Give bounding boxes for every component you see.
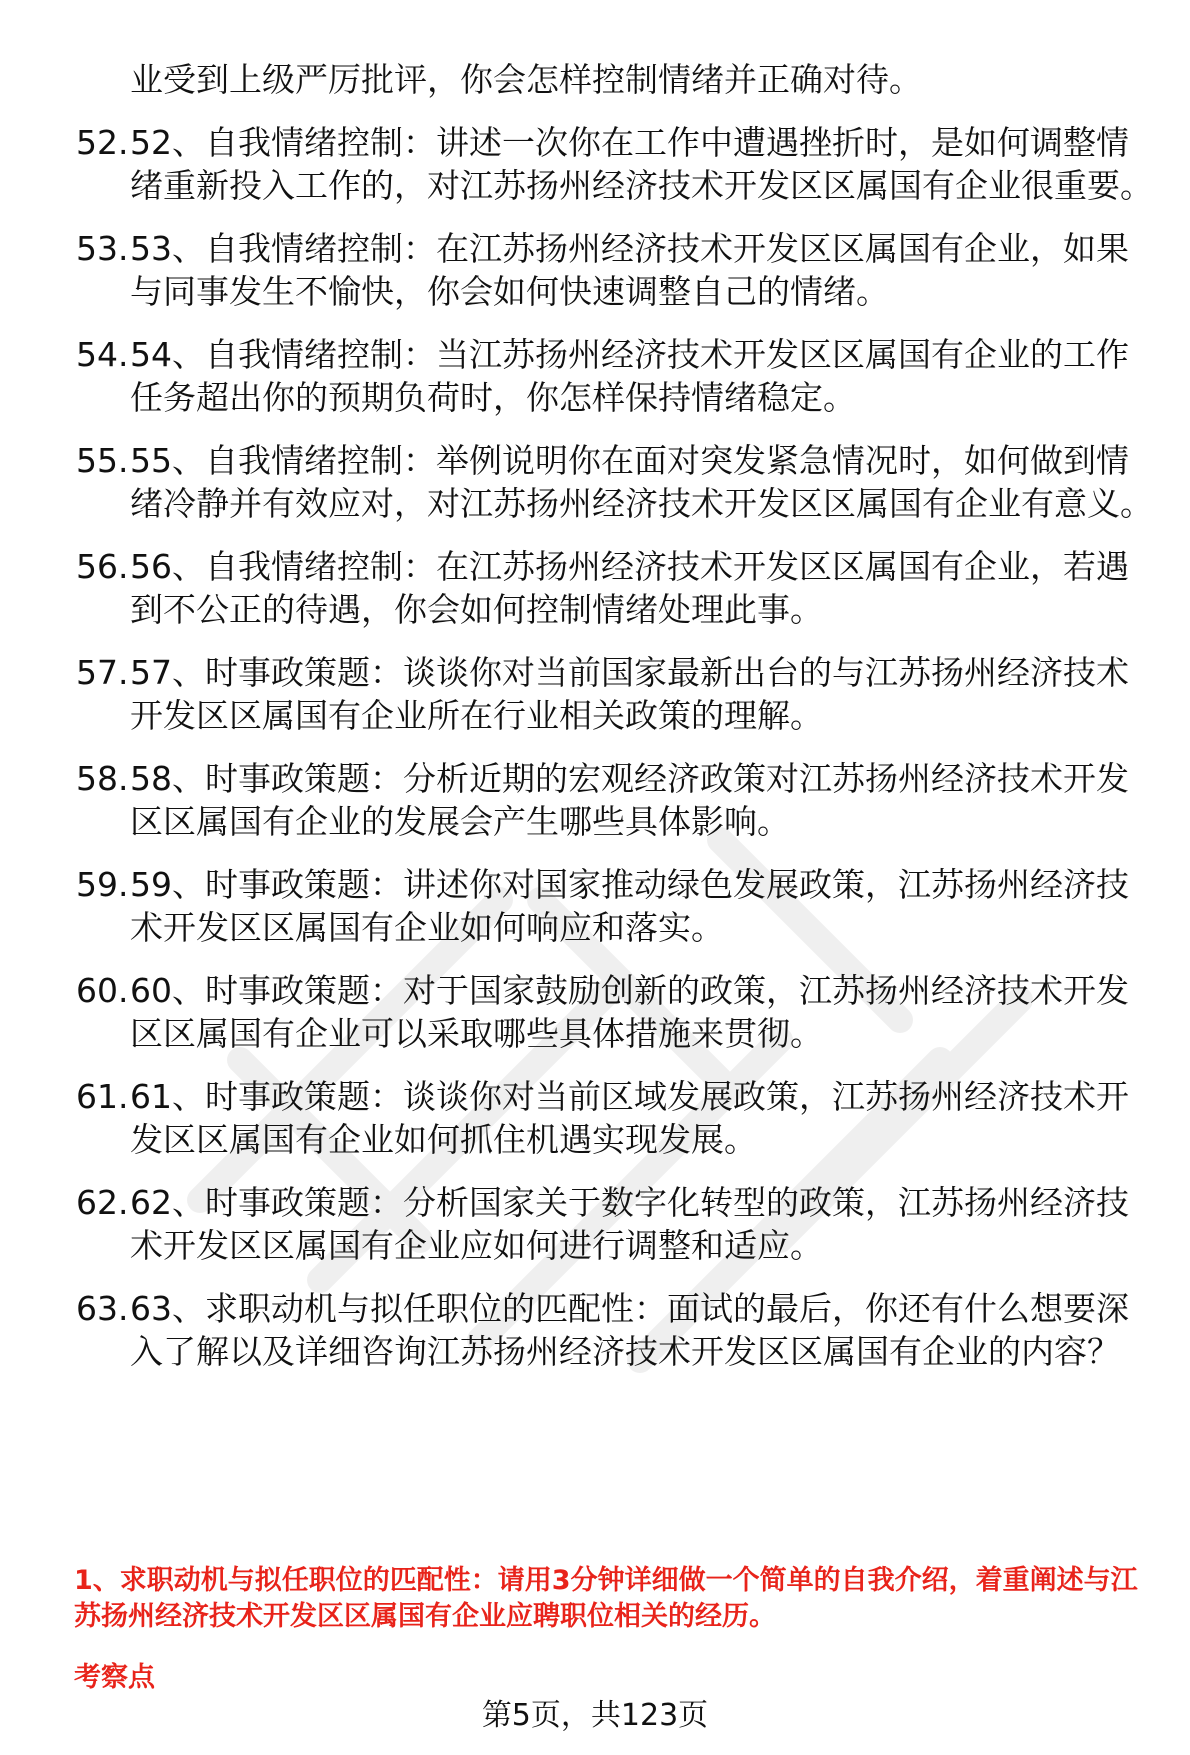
item-text: 55、自我情绪控制：举例说明你在面对突发紧急情况时，如何做到情绪冷静并有效应对，对江苏扬州经济技术开发区区属国有企业有意义。 [130, 441, 1153, 523]
highlighted-question: 1、求职动机与拟任职位的匹配性：请用3分钟详细做一个简单的自我介绍，着重阐述与江苏扬州经济技术开发区区属国有企业应聘职位相关的经历。 [74, 1565, 1138, 1632]
continued-question-text: 业受到上级严厉批评，你会怎样控制情绪并正确对待。 [130, 60, 922, 99]
list-item [0, 227, 1160, 313]
item-text: 54、自我情绪控制：当江苏扬州经济技术开发区区属国有企业的工作任务超出你的预期负荷时，你怎样保持情绪稳定。 [130, 335, 1129, 417]
item-text: 61、时事政策题：谈谈你对当前区域发展政策，江苏扬州经济技术开发区区属国有企业如何抓住机遇实现发展。 [130, 1077, 1129, 1159]
item-text: 56、自我情绪控制：在江苏扬州经济技术开发区区属国有企业，若遇到不公正的待遇，你会如何控制情绪处理此事。 [130, 547, 1129, 629]
item-text: 62、时事政策题：分析国家关于数字化转型的政策，江苏扬州经济技术开发区区属国有企业应如何进行调整和适应。 [130, 1183, 1129, 1265]
assessment-points-heading: 考察点 [74, 1662, 155, 1693]
item-text: 57、时事政策题：谈谈你对当前国家最新出台的与江苏扬州经济技术开发区区属国有企业所在行业相关政策的理解。 [130, 653, 1129, 735]
list-item [0, 545, 1160, 631]
item-number: 60. [76, 971, 129, 1010]
item-text: 60、时事政策题：对于国家鼓励创新的政策，江苏扬州经济技术开发区区属国有企业可以采取哪些具体措施来贯彻。 [130, 971, 1129, 1053]
list-item [0, 1075, 1160, 1161]
list-item [0, 863, 1160, 949]
item-text: 52、自我情绪控制：讲述一次你在工作中遭遇挫折时，是如何调整情绪重新投入工作的，对江苏扬州经济技术开发区区属国有企业很重要。 [130, 123, 1153, 205]
list-item [0, 651, 1160, 737]
list-item [0, 1181, 1160, 1267]
question-list [0, 121, 1160, 1393]
item-number: 59. [76, 865, 129, 904]
list-item [0, 121, 1160, 207]
item-number: 63. [76, 1289, 129, 1328]
list-item [0, 333, 1160, 419]
item-text: 58、时事政策题：分析近期的宏观经济政策对江苏扬州经济技术开发区区属国有企业的发展会产生哪些具体影响。 [130, 759, 1129, 841]
item-number: 57. [76, 653, 129, 692]
item-text: 63、求职动机与拟任职位的匹配性：面试的最后，你还有什么想要深入了解以及详细咨询江苏扬州经济技术开发区区属国有企业的内容？ [130, 1289, 1129, 1371]
item-number: 56. [76, 547, 129, 586]
item-number: 58. [76, 759, 129, 798]
item-number: 61. [76, 1077, 129, 1116]
item-number: 55. [76, 441, 129, 480]
list-item [0, 439, 1160, 525]
item-number: 52. [76, 123, 129, 162]
item-text: 59、时事政策题：讲述你对国家推动绿色发展政策，江苏扬州经济技术开发区区属国有企业如何响应和落实。 [130, 865, 1129, 947]
list-item [0, 1287, 1160, 1373]
item-number: 62. [76, 1183, 129, 1222]
item-number: 53. [76, 229, 129, 268]
item-text: 53、自我情绪控制：在江苏扬州经济技术开发区区属国有企业，如果与同事发生不愉快，你会如何快速调整自己的情绪。 [130, 229, 1129, 311]
item-number: 54. [76, 335, 129, 374]
list-item [0, 757, 1160, 843]
page-footer: 第5页，共123页 [481, 1698, 709, 1733]
list-item [0, 969, 1160, 1055]
